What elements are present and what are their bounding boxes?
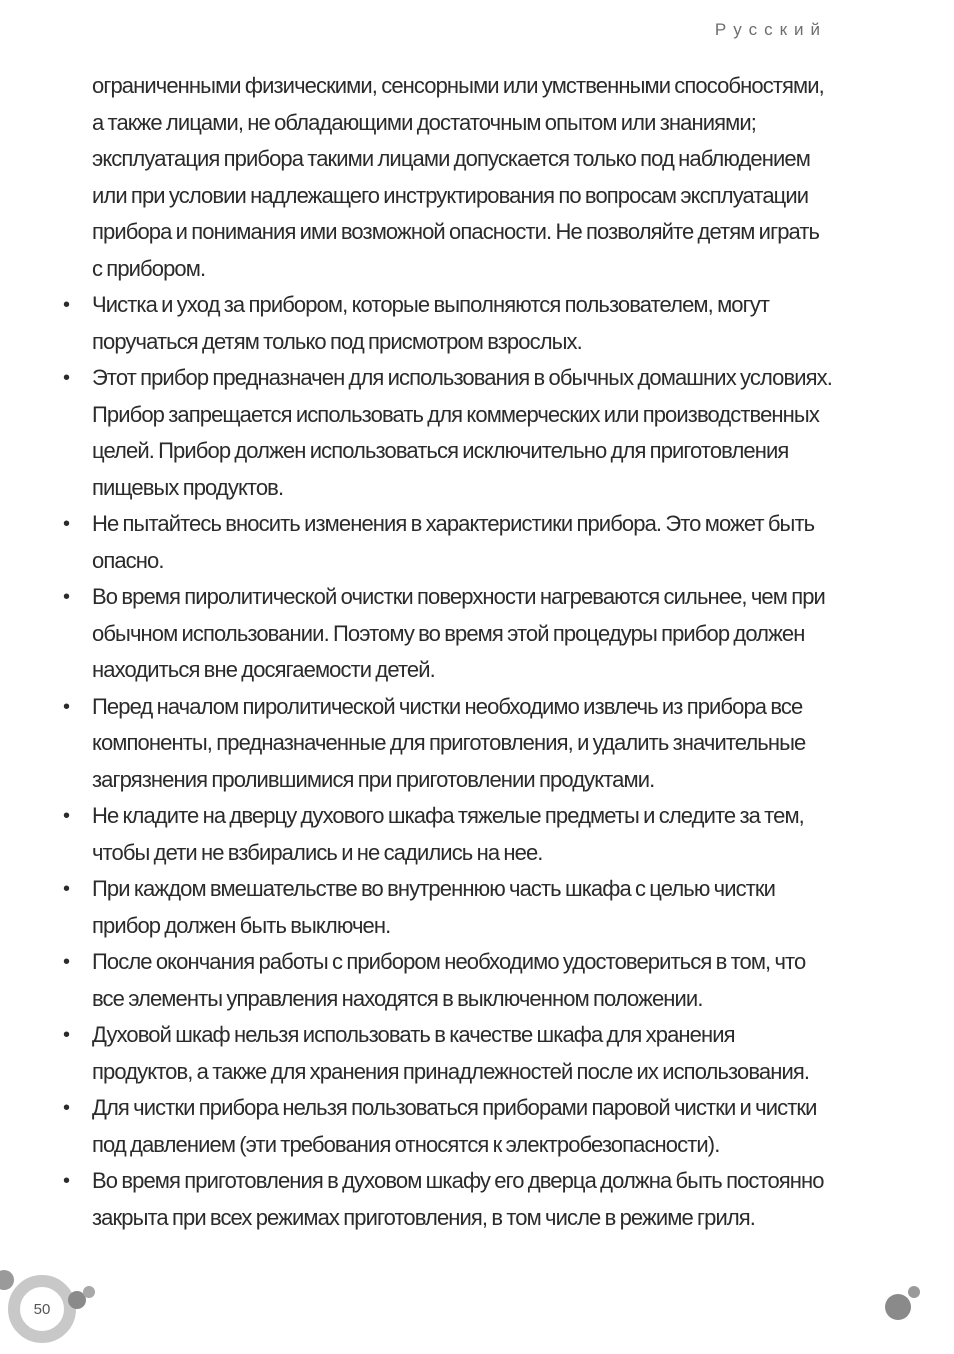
bullet-text: Во время приготовления в духовом шкафу его дверца должна быть постоянно закрыта при всех режимах приготовления, в том числе в режиме гриля. [92,1168,824,1230]
bullet-text: При каждом вмешательстве во внутреннюю часть шкафа с целью чистки прибор должен быть выключен. [92,876,776,938]
bullet-text: Не кладите на дверцу духового шкафа тяжелые предметы и следите за тем, чтобы дети не взбирались и не садились на нее. [92,803,804,865]
list-item [63,360,832,506]
bullet-icon: • [63,367,70,389]
bullet-text: Чистка и уход за прибором, которые выполняются пользователем, могут поручаться детям только под присмотром взрослых. [92,292,770,354]
bullet-text: Этот прибор предназначен для использования в обычных домашних условиях. Прибор запрещается использовать для коммерческих или производственных целей. Прибор должен использоваться исключительно для приготовления пищевых продуктов. [92,365,832,500]
list-item [63,506,832,579]
bullet-icon: • [63,294,70,316]
bullet-icon: • [63,695,70,718]
page-number: 50 [33,1301,51,1318]
bullet-icon: • [63,1024,70,1046]
list-item [63,287,832,360]
list-item [63,579,832,689]
bullet-icon: • [63,1097,70,1119]
list-item [63,1017,832,1090]
list-item [63,1090,832,1163]
list-item [63,689,832,799]
bullet-text: Перед началом пиролитической чистки необходимо извлечь из прибора все компоненты, предназначенные для приготовления, и удалить значительные загрязнения пролившимися при приготовлении продуктами. [92,693,806,792]
bullet-icon: • [63,805,70,827]
bullet-text: Духовой шкаф нельзя использовать в качестве шкафа для хранения продуктов, а также для хранения принадлежностей после их использования. [92,1022,810,1084]
bullet-icon: • [63,586,70,608]
language-label: Русский [714,20,827,39]
document-body [63,68,832,1236]
bullet-text: После окончания работы с прибором необходимо удостовериться в том, что все элементы управления находятся в выключенном положении. [92,949,806,1011]
list-item [63,798,832,871]
bullet-text: Не пытайтесь вносить изменения в характеристики прибора. Это может быть опасно. [92,511,815,573]
bullet-text: Для чистки прибора нельзя пользоваться приборами паровой чистки и чистки под давлением (эти требования относятся к электробезопасности). [92,1095,817,1157]
bullet-text: Во время пиролитической очистки поверхности нагреваются сильнее, чем при обычном использовании. Поэтому во время этой процедуры прибор должен находиться вне досягаемости детей. [92,584,825,682]
safety-bullet-list [63,287,832,1236]
bullet-icon: • [63,513,70,535]
list-item [63,1163,832,1236]
bullet-icon: • [63,951,70,973]
list-item [63,871,832,944]
list-item [63,944,832,1017]
bullet-icon: • [63,878,70,900]
bullet-icon: • [63,1170,70,1192]
decorative-dots-icon [884,1284,924,1324]
intro-paragraph: ограниченными физическими, сенсорными или умственными способностями, а также лицами, не обладающими достаточным опытом или знаниями; эксплуатация прибора такими лицами допускается только под наблюдением или при условии надлежащего инструктирования по вопросам эксплуатации прибора и понимания ими возможной опасности. Не позволяйте детям играть с прибором. [92,73,824,281]
